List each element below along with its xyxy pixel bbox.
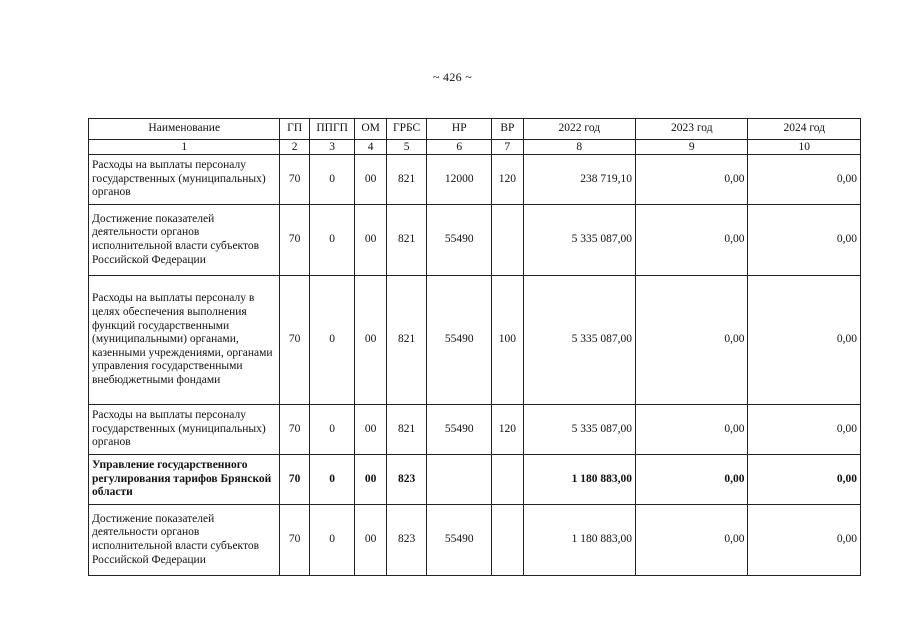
cell-2024: 0,00 xyxy=(748,205,861,276)
cell-grbs: 823 xyxy=(386,505,427,576)
row-name: Достижение показателей деятельности органов исполнительной власти субъектов Российской Федерации xyxy=(89,205,280,276)
cell-om: 00 xyxy=(355,405,386,455)
column-number: 4 xyxy=(355,140,386,155)
cell-grbs: 821 xyxy=(386,276,427,405)
cell-2023: 0,00 xyxy=(636,205,748,276)
header-2022: 2022 год xyxy=(523,119,635,140)
cell-nr: 12000 xyxy=(427,155,492,205)
column-number: 10 xyxy=(748,140,861,155)
cell-gp: 70 xyxy=(280,205,309,276)
header-2024: 2024 год xyxy=(748,119,861,140)
cell-vr xyxy=(492,455,523,505)
header-gp: ГП xyxy=(280,119,309,140)
row-name: Достижение показателей деятельности органов исполнительной власти субъектов Российской Федерации xyxy=(89,505,280,576)
cell-2022: 1 180 883,00 xyxy=(523,505,635,576)
cell-2022: 5 335 087,00 xyxy=(523,405,635,455)
cell-grbs: 821 xyxy=(386,405,427,455)
column-number: 9 xyxy=(636,140,748,155)
budget-table xyxy=(88,118,861,576)
cell-nr xyxy=(427,455,492,505)
cell-gp: 70 xyxy=(280,455,309,505)
table-row xyxy=(89,276,861,405)
cell-om: 00 xyxy=(355,455,386,505)
cell-ppgp: 0 xyxy=(309,155,355,205)
cell-ppgp: 0 xyxy=(309,455,355,505)
cell-gp: 70 xyxy=(280,155,309,205)
cell-vr: 120 xyxy=(492,155,523,205)
cell-nr: 55490 xyxy=(427,505,492,576)
cell-vr xyxy=(492,505,523,576)
cell-ppgp: 0 xyxy=(309,405,355,455)
column-number: 2 xyxy=(280,140,309,155)
cell-2022: 1 180 883,00 xyxy=(523,455,635,505)
cell-grbs: 823 xyxy=(386,455,427,505)
table-row xyxy=(89,205,861,276)
column-number-row xyxy=(89,140,861,155)
cell-2023: 0,00 xyxy=(636,276,748,405)
cell-grbs: 821 xyxy=(386,155,427,205)
cell-om: 00 xyxy=(355,276,386,405)
cell-ppgp: 0 xyxy=(309,505,355,576)
cell-2024: 0,00 xyxy=(748,505,861,576)
cell-vr: 100 xyxy=(492,276,523,405)
cell-ppgp: 0 xyxy=(309,276,355,405)
column-number: 8 xyxy=(523,140,635,155)
header-ppgp: ППГП xyxy=(309,119,355,140)
header-name: Наименование xyxy=(89,119,280,140)
cell-vr: 120 xyxy=(492,405,523,455)
cell-2022: 238 719,10 xyxy=(523,155,635,205)
column-number: 1 xyxy=(89,140,280,155)
column-number: 7 xyxy=(492,140,523,155)
cell-gp: 70 xyxy=(280,405,309,455)
cell-gp: 70 xyxy=(280,276,309,405)
cell-nr: 55490 xyxy=(427,205,492,276)
header-vr: ВР xyxy=(492,119,523,140)
cell-2023: 0,00 xyxy=(636,405,748,455)
table-row xyxy=(89,405,861,455)
row-name: Расходы на выплаты персоналу государственных (муниципальных) органов xyxy=(89,155,280,205)
column-number: 3 xyxy=(309,140,355,155)
header-nr: НР xyxy=(427,119,492,140)
cell-2024: 0,00 xyxy=(748,455,861,505)
cell-om: 00 xyxy=(355,155,386,205)
table-row xyxy=(89,155,861,205)
cell-grbs: 821 xyxy=(386,205,427,276)
row-name: Управление государственного регулирования тарифов Брянской области xyxy=(89,455,280,505)
cell-om: 00 xyxy=(355,205,386,276)
table-row xyxy=(89,505,861,576)
header-om: ОМ xyxy=(355,119,386,140)
cell-2023: 0,00 xyxy=(636,505,748,576)
cell-2024: 0,00 xyxy=(748,405,861,455)
cell-2024: 0,00 xyxy=(748,276,861,405)
row-name: Расходы на выплаты персоналу государственных (муниципальных) органов xyxy=(89,405,280,455)
column-number: 6 xyxy=(427,140,492,155)
cell-ppgp: 0 xyxy=(309,205,355,276)
column-number: 5 xyxy=(386,140,427,155)
row-name: Расходы на выплаты персоналу в целях обеспечения выполнения функций государственными (муниципальными) органами, казенными учреждениями, органами управления государственными внебюджетными фондами xyxy=(89,276,280,405)
cell-2023: 0,00 xyxy=(636,155,748,205)
cell-2022: 5 335 087,00 xyxy=(523,276,635,405)
header-grbs: ГРБС xyxy=(386,119,427,140)
cell-nr: 55490 xyxy=(427,405,492,455)
cell-2022: 5 335 087,00 xyxy=(523,205,635,276)
cell-om: 00 xyxy=(355,505,386,576)
header-2023: 2023 год xyxy=(636,119,748,140)
cell-2024: 0,00 xyxy=(748,155,861,205)
cell-2023: 0,00 xyxy=(636,455,748,505)
table-row-section xyxy=(89,455,861,505)
cell-gp: 70 xyxy=(280,505,309,576)
header-row xyxy=(89,119,861,140)
cell-nr: 55490 xyxy=(427,276,492,405)
page-number: ~ 426 ~ xyxy=(432,70,473,84)
cell-vr xyxy=(492,205,523,276)
